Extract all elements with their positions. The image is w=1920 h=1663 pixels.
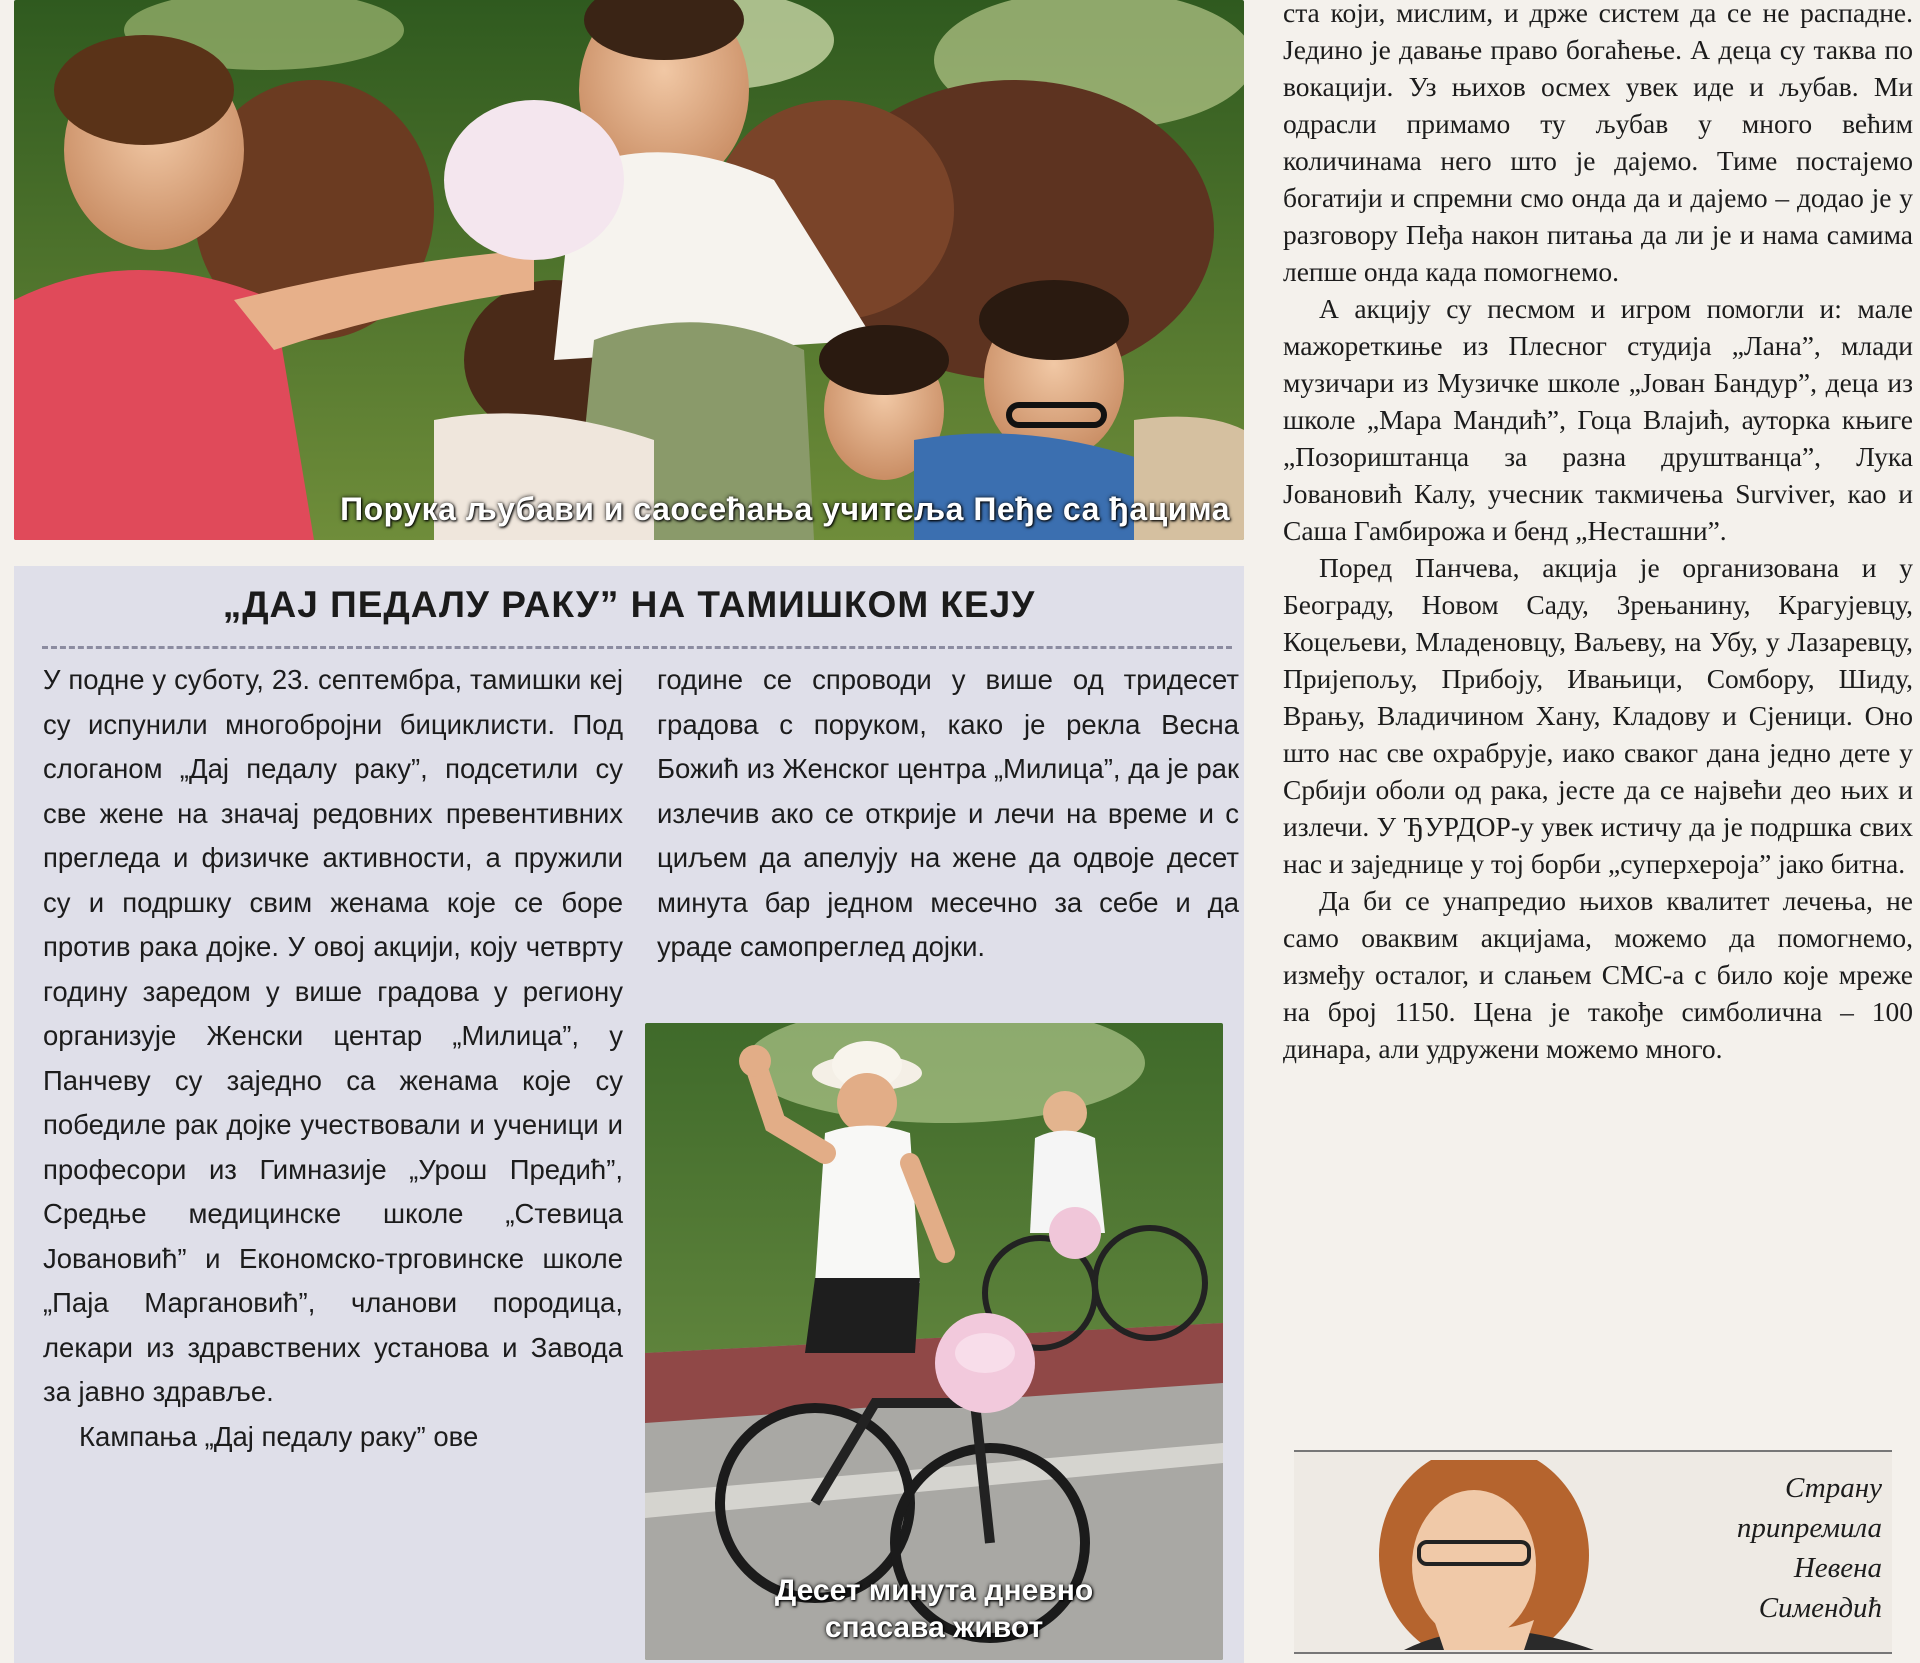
author-credit-line-4: Симендић	[1758, 1592, 1882, 1624]
right-paragraph-1: ста који, мислим, и држе систем да се не распадне. Једино је давање право богаћење. А деца су таква по вокацији. Уз њихов осмех увек иде и љубав. Ми одрасли примамо ту љубав у много већим количинама него што је дајемо. Тиме постајемо богатији и спремни смо онда да и дајемо – додао је у разговору Пеђа након питања да ли је и нама самима лепше онда када помогнемо.	[1283, 0, 1913, 287]
author-credit-line-3: Невена	[1793, 1552, 1882, 1584]
right-column-text	[1283, 0, 1913, 1067]
right-paragraph-2: А акцију су песмом и игром помогли и: мале мажореткиње из Плесног студија „Лана”, млади музичари из Музичке школе „Јован Бандур”, деца из школе „Мара Мандић”, Гоца Влајић, ауторка књиге „Позориштанца за разна друштванца”, Лука Јовановић Калу, учесник такмичења Surviver, као и Саша Гамбирожа и бенд „Несташни”.	[1283, 293, 1913, 546]
bike-photo	[645, 1023, 1223, 1660]
author-credit-line-2: припремила	[1736, 1512, 1882, 1544]
bike-caption-line-2: спасава живот	[824, 1611, 1044, 1644]
right-paragraph-3: Поред Панчева, акција је организована и у Београду, Новом Саду, Зрењанину, Крагујевцу, Коцељеви, Младеновцу, Ваљеву, на Убу, у Лазаревцу, Пријепољу, Прибоју, Ивањици, Сомбору, Шиду, Врању, Владичином Хану, Кладову и Сјеници. Оно што нас све охрабрује, иако сваког дана једно дете у Србији оболи од рака, јесте да се највећи део њих и излечи. У ЂУРДОР-у увек истичу да је подршка свих нас и заједнице у тој борби „суперхероја” јако битна.	[1283, 552, 1913, 879]
article-column-right	[657, 658, 1239, 970]
bike-caption-line-1: Десет минута дневно	[774, 1574, 1094, 1607]
author-credit	[1632, 1468, 1882, 1628]
article-paragraph-3: године се спроводи у више од тридесет градова с поруком, како је рекла Весна Божић из Женског центра „Милица”, да је рак излечив ако се открије и лечи на време и с циљем да апелују на жене да одвоје десет минута бар једном месечно за себе и да ураде самопреглед дојки.	[657, 664, 1239, 962]
article-paragraph-2: Кампања „Дај педалу раку” ове	[79, 1420, 479, 1452]
top-photo-image	[14, 0, 1244, 540]
right-paragraph-4: Да би се унапредио њихов квалитет лечења, не само оваквим акцијама, можемо да помогнемо, између осталог, и слањем СМС-а с било које мреже на број 1150. Цена је такође симболична – 100 динара, али удружени можемо много.	[1283, 885, 1913, 1064]
author-block	[1294, 1450, 1892, 1654]
author-photo	[1334, 1460, 1644, 1650]
author-portrait	[1334, 1460, 1644, 1650]
article-paragraph-1: У подне у суботу, 23. септембра, тамишки кеј су испунили многобројни бициклисти. Под слоганом „Дај педалу раку”, подсетили су све жене на значај редовних превентивних прегледа и физичке активности, а пружили су и подршку свим женама које се боре против рака дојке. У овој акцији, коју четврту годину заредом у више градова у региону организује Женски центар „Милица”, у Панчеву су заједно са женама које су победиле рак дојке учествовали и ученици и професори из Гимназије „Урош Предић”, Средње медицинске школе „Стевица Јовановић” и Економско-трговинске школе „Паја Маргановић”, чланови породица, лекари из здравствених установа и Завода за јавно здравље.	[43, 664, 623, 1407]
article-headline: „ДАЈ ПЕДАЛУ РАКУ” НА ТАМИШКОМ КЕЈУ	[222, 584, 1036, 625]
bike-photo-image	[645, 1023, 1223, 1660]
article-column-left	[43, 658, 623, 1459]
headline-divider	[42, 646, 1232, 649]
bike-photo-caption	[645, 1572, 1223, 1646]
top-photo-caption: Порука љубави и саосећања учитеља Пеђе са ђацима	[340, 491, 1230, 527]
top-photo	[14, 0, 1244, 540]
author-credit-line-1: Страну	[1785, 1472, 1882, 1504]
